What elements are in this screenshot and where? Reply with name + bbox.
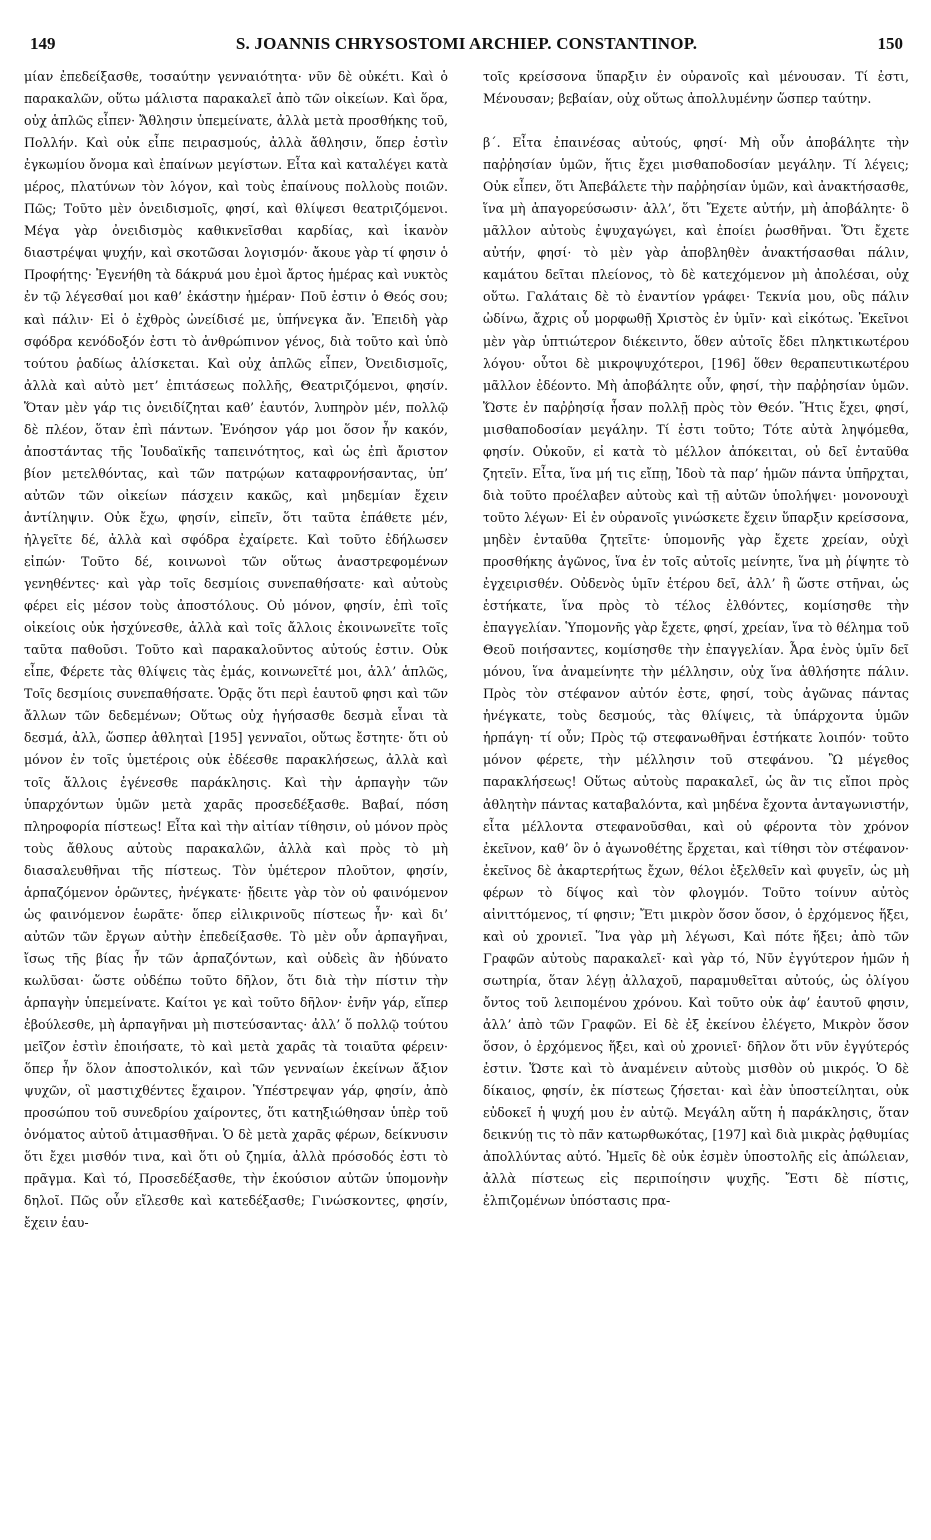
left-column (24, 66, 448, 1516)
right-column (483, 66, 909, 1516)
running-title: S. JOANNIS CHRYSOSTOMI ARCHIEP. CONSTANTINOP. (235, 34, 698, 53)
page-header (30, 34, 903, 58)
page-number-left: 149 (30, 34, 56, 53)
right-paragraph-continuation: τοῖς κρείσσονα ὕπαρξιν ἐν οὐρανοῖς καὶ μένουσαν. Τί ἐστι, Μένουσαν; βεβαίαν, οὐχ οὕτως ἀπολλυμένην ὥσπερ ταύτην. (483, 69, 909, 107)
page-number-right: 150 (877, 34, 903, 53)
right-paragraph-section-2: β΄. Εἶτα ἐπαινέσας αὐτούς, φησί· Μὴ οὖν ἀποβάλητε τὴν παῤῥησίαν ὑμῶν, ἥτις ἔχει μισθαποδοσίαν μεγάλην. Τί λέγεις; Οὐκ εἶπεν, ὅτι Ἀπεβάλετε τὴν παῤῥησίαν ὑμῶν, καὶ ἀνακτήσασθε, ἵνα μὴ ἀπαγορεύσωσιν· ἀλλ’, ὅτι Ἔχετε αὐτήν, μὴ ἀποβάλητε· ὃ μᾶλλον αὐτοὺς ἐψυχαγώγει, καὶ ἐποίει ῥωσθῆναι. Ὅτι ἔχετε αὐτήν, φησί· τὸ μὲν γὰρ ἀποβληθὲν ἀνακτήσασθαι πάλιν, καμάτου δεῖται πλείονος, τὸ δὲ κατεχόμενον μὴ ἀπολέσαι, οὐχ οὕτω. Γαλάταις δὲ τὸ ἐναντίον γράφει· Τεκνία μου, οὓς πάλιν ὠδίνω, ἄχρις οὗ μορφωθῇ Χριστὸς ἐν ὑμῖν· καὶ εἰκότως. Ἐκεῖνοι μὲν γὰρ ὑπτιώτερον διέκειντο, ὅθεν αὐτοῖς ἔδει πληκτικωτέρου λόγου· οὗτοι δὲ μικροψυχότεροι, [196] ὅθεν θεραπευτικωτέρου μᾶλλον ἐδέοντο. Μὴ ἀποβάλητε οὖν, φησί, τὴν παῤῥησίαν ὑμῶν. Ὥστε ἐν παῤῥησίᾳ ἦσαν πολλῇ πρὸς τὸν Θεόν. Ἥτις ἔχει, φησί, μισθαποδοσίαν μεγάλην. Τί ἐστι τοῦτο; Τότε αὐτὰ ληψόμεθα, φησίν. Οὐκοῦν, εἰ κατὰ τὸ μέλλον ἀπόκειται, οὐ δεῖ ἐνταῦθα ζητεῖν. Εἶτα, ἵνα μή τις εἴπῃ, Ἰδοὺ τὰ παρ’ ἡμῶν πάντα ὑπῆρχται, διὰ τοῦτο προέλαβεν αὐτοὺς καὶ τῇ αὐτῶν ὑπολήψει· μονονουχὶ τοῦτο λέγων· Εἰ ἐν οὐρανοῖς γινώσκετε ἔχειν ὕπαρξιν κρείσσονα, μηδὲν ἐνταῦθα ζητεῖτε· ὑπομονῆς γὰρ ἔχετε χρείαν, οὐχὶ προσθήκης ἀγῶνος, ἵνα ἐν τοῖς αὐτοῖς μείνητε, ἵνα μὴ ῥίψητε τὸ ἐγχειρισθέν. Οὐδενὸς ὑμῖν ἑτέρου δεῖ, ἀλλ’ ἢ ὥστε στῆναι, ὡς ἑστήκατε, ἵνα πρὸς τὸ τέλος ἐλθόντες, κομίσησθε τὴν ἐπαγγελίαν. Ὑπομονῆς γὰρ ἔχετε, φησί, χρείαν, ἵνα τὸ θέλημα τοῦ Θεοῦ ποιήσαντες, κομίσησθε τὴν ἐπαγγελίαν. Ἆρα ἑνὸς ὑμῖν δεῖ μόνου, ἵνα ἀναμείνητε τὴν μέλλησιν, οὐχ ἵνα ἀθλήσητε πάλιν. Πρὸς τὸν στέφανον αὐτόν ἐστε, φησί, τοὺς ἀγῶνας πάντας ἠνέγκατε, τοὺς δεσμούς, τὰς θλίψεις, τὰ ὑπάρχοντα ὑμῶν ἡρπάγη· τί οὖν; Πρὸς τῷ στεφανωθῆναι ἑστήκατε λοιπόν· τοῦτο μόνον φέρετε, τὴν μέλλησιν τοῦ στεφάνου. Ὢ μέγεθος παρακλήσεως! Οὕτως αὐτοὺς παρακαλεῖ, ὡς ἂν τις εἴποι πρὸς ἀθλητὴν πάντας καταβαλόντα, καὶ μηδένα ἔχοντα ἀνταγωνιστήν, εἶτα μέλλοντα στεφανοῦσθαι, καὶ οὐ φέροντα τὸν χρόνον ἐκεῖνον, καθ’ ὃν ὁ ἀγωνοθέτης ἔρχεται, καὶ τίθησι τὸν στέφανον· ἐκεῖνος δὲ ἀκαρτερήτως ἔχων, θέλοι ἐξελθεῖν καὶ φυγεῖν, ὡς μὴ φέρων τὸ δίψος καὶ τὸν φλογμόν. Τοῦτο τοίνυν αὐτὸς αἰνιττόμενος, τί φησιν; Ἔτι μικρὸν ὅσον ὅσον, ὁ ἐρχόμενος ἥξει, καὶ οὐ χρονιεῖ. Ἵνα γὰρ μὴ λέγωσι, Καὶ πότε ἥξει; ἀπὸ τῶν Γραφῶν αὐτοὺς παρακαλεῖ· καὶ γὰρ τό, Νῦν ἐγγύτερον ἡμῶν ἡ σωτηρία, ὅταν λέγῃ ἀλλαχοῦ, παραμυθεῖται αὐτούς, ὡς ὀλίγου ὄντος τοῦ λειπομένου χρόνου. Καὶ τοῦτο οὐκ ἀφ’ ἑαυτοῦ φησιν, ἀλλ’ ἀπὸ τῶν Γραφῶν. Εἰ δὲ ἐξ ἐκείνου ἐλέγετο, Μικρὸν ὅσον ὅσον, ὁ ἐρχόμενος ἥξει, καὶ οὐ χρονιεῖ· δῆλον ὅτι νῦν ἐγγύτερός ἐστιν. Ὥστε καὶ τὸ ἀναμένειν αὐτοὺς μισθὸν οὐ μικρός. Ὁ δὲ δίκαιος, φησίν, ἐκ πίστεως ζήσεται· καὶ ἐὰν ὑποστείληται, οὐκ εὐδοκεῖ ἡ ψυχή μου ἐν αὐτῷ. Μεγάλη αὕτη ἡ παράκλησις, ὅταν δεικνύῃ τις τὸ πᾶν κατωρθωκότας, [197] καὶ διὰ μικρὰς ῥᾳθυμίας ἀπολλύντας αὐτό. Ἡμεῖς δὲ οὐκ ἐσμὲν ὑποστολῆς εἰς ἀπώλειαν, ἀλλὰ πίστεως εἰς περιποίησιν ψυχῆς. Ἔστι δὲ πίστις, ἐλπιζομένων ὑπόστασις πρα- (483, 135, 909, 1209)
paragraph-gap (483, 110, 909, 132)
left-paragraph: μίαν ἐπεδείξασθε, τοσαύτην γενναιότητα· νῦν δὲ οὐκέτι. Καὶ ὁ παρακαλῶν, οὕτω μάλιστα παρακαλεῖ ἀπὸ τῶν οἰκείων. Καὶ ὅρα, οὐχ ἁπλῶς εἶπεν· Ἄθλησιν ὑπεμείνατε, ἀλλὰ μετὰ προσθήκης τοῦ, Πολλήν. Καὶ οὐκ εἶπε πειρασμούς, ἀλλὰ ἄθλησιν, ὅπερ ἐστὶν ἐγκωμίου ὄνομα καὶ ἐπαίνων μεγίστων. Εἶτα καὶ καταλέγει κατὰ μέρος, πλατύνων τὸν λόγον, καὶ τοὺς ἐπαίνους πολλοὺς ποιῶν. Πῶς; Τοῦτο μὲν ὀνειδισμοῖς, φησί, καὶ θλίψεσι θεατριζόμενοι. Μέγα γὰρ ὀνειδισμὸς καθικνεῖσθαι καρδίας, καὶ ἱκανὸν διαστρέψαι ψυχήν, καὶ σκοτῶσαι λογισμόν· ἄκουε γὰρ τί φησιν ὁ Προφήτης· Ἐγενήθη τὰ δάκρυά μου ἐμοὶ ἄρτος ἡμέρας καὶ νυκτὸς ἐν τῷ λέγεσθαί μοι καθ’ ἑκάστην ἡμέραν· Ποῦ ἐστιν ὁ Θεός σου; καὶ πάλιν· Εἰ ὁ ἐχθρὸς ὠνείδισέ με, ὑπήνεγκα ἄν. Ἐπειδὴ γὰρ σφόδρα κενόδοξόν ἐστι τὸ ἀνθρώπινον γένος, διὰ τοῦτο καὶ ὑπὸ τούτου ῥαδίως ἁλίσκεται. Καὶ οὐχ ἁπλῶς εἶπεν, Ὀνειδισμοῖς, ἀλλὰ καὶ αὐτὸ μετ’ ἐπιτάσεως πολλῆς, Θεατριζόμενοι, φησίν. Ὅταν μὲν γάρ τις ὀνειδίζηται καθ’ ἑαυτόν, λυπηρὸν μέν, πολλῷ δὲ πλέον, ὅταν ἐπὶ πάντων. Ἐνόησον γάρ μοι ὅσον ἦν κακόν, ἀποστάντας τῆς Ἰουδαϊκῆς ταπεινότητος, καὶ ὡς ἐπὶ ἄριστον βίον μετελθόντας, καὶ τῶν πατρῴων καταφρονήσαντας, ὑπ’ αὐτῶν τῶν οἰκείων πάσχειν κακῶς, καὶ μηδεμίαν ἔχειν ἀντίληψιν. Οὐκ ἔχω, φησίν, εἰπεῖν, ὅτι ταῦτα ἐπάθετε μέν, ἠλγεῖτε δέ, ἀλλὰ καὶ σφόδρα ἐχαίρετε. Καὶ τοῦτο ἐδήλωσεν εἰπών· Τοῦτο δέ, κοινωνοὶ τῶν οὕτως ἀναστρεφομένων γενηθέντες· καὶ γὰρ τοῖς δεσμίοις συνεπαθήσατε· καὶ αὐτοὺς φέρει εἰς μέσον τοὺς ἀποστόλους. Οὐ μόνον, φησίν, ἐπὶ τοῖς οἰκείοις οὐκ ἠσχύνεσθε, ἀλλὰ καὶ τοῖς ἄλλοις ἐκοινωνεῖτε τοῖς ταῦτα παθοῦσι. Τοῦτο καὶ παρακαλοῦντος αὐτούς ἐστιν. Οὐκ εἶπε, Φέρετε τὰς θλίψεις τὰς ἐμάς, κοινωνεῖτέ μοι, ἀλλ’ ἁπλῶς, Τοῖς δεσμίοις συνεπαθήσατε. Ὁρᾷς ὅτι περὶ ἑαυτοῦ φησι καὶ τῶν ἄλλων τῶν δεδεμένων; Οὕτως οὐχ ἡγήσασθε δεσμὰ εἶναι τὰ δεσμά, ἀλλ, ὥσπερ ἀθληταὶ [195] γενναῖοι, οὕτως ἔστητε· ὅτι οὐ μόνον ἐν τοῖς ὑμετέροις οὐκ ἐδέεσθε παρακλήσεως, ἀλλὰ καὶ τοῖς ἄλλοις ἐγένεσθε παράκλησις. Καὶ τὴν ἁρπαγὴν τῶν ὑπαρχόντων ὑμῶν μετὰ χαρᾶς προσεδέξασθε. Βαβαί, πόση πληροφορία πίστεως! Εἶτα καὶ τὴν αἰτίαν τίθησιν, οὐ μόνον πρὸς τοὺς ἄθλους αὐτοὺς παρακαλῶν, ἀλλὰ καὶ πρὸς τὸ μὴ διασαλευθῆναι τῆς πίστεως. Τὸν ὑμέτερον πλοῦτον, φησίν, ἁρπαζόμενον ὁρῶντες, ἠνέγκατε· ᾔδειτε γὰρ τὸν οὐ φαινόμενον ὡς φαινόμενον ἑωρᾶτε· ὅπερ εἰλικρινοῦς πίστεως ἦν· καὶ δι’ αὐτῶν τῶν ἔργων αὐτὴν ἐπεδείξασθε. Τὸ μὲν οὖν ἁρπαγῆναι, ἴσως τῆς βίας ἦν τῶν ἁρπαζόντων, καὶ οὐδεὶς ἂν ἠδύνατο κωλῦσαι· ὥστε οὐδέπω τοῦτο δῆλον, ὅτι διὰ τὴν πίστιν τὴν ἁρπαγὴν ὑπεμείνατε. Καίτοι γε καὶ τοῦτο δῆλον· ἐνῆν γάρ, εἴπερ ἐβούλεσθε, μὴ ἁρπαγῆναι μὴ πιστεύσαντας· ἀλλ’ ὅ πολλῷ τούτου μεῖζον ἐστὶν ἐποιήσατε, τὸ καὶ μετὰ χαρᾶς τὰ τοιαῦτα φέρειν· ὅπερ ἦν ὅλον ἀποστολικόν, καὶ τῶν γενναίων ἐκείνων ἄξιον ψυχῶν, οἳ μαστιχθέντες ἔχαιρον. Ὑπέστρεψαν γάρ, φησίν, ἀπὸ προσώπου τοῦ συνεδρίου χαίροντες, ὅτι κατηξιώθησαν ὑπὲρ τοῦ ὀνόματος αὐτοῦ ἀτιμασθῆναι. Ὁ δὲ μετὰ χαρᾶς φέρων, δείκνυσιν ὅτι ἔχει μισθόν τινα, καὶ ὅτι οὐ ζημία, ἀλλὰ πρόσοδός ἐστι τὸ πρᾶγμα. Καὶ τό, Προσεδέξασθε, τὴν ἑκούσιον αὐτῶν ὑπομονὴν δηλοῖ. Πῶς οὖν εἴλεσθε καὶ κατεδέξασθε; Γινώσκοντες, φησίν, ἔχειν ἑαυ- (24, 69, 448, 1231)
